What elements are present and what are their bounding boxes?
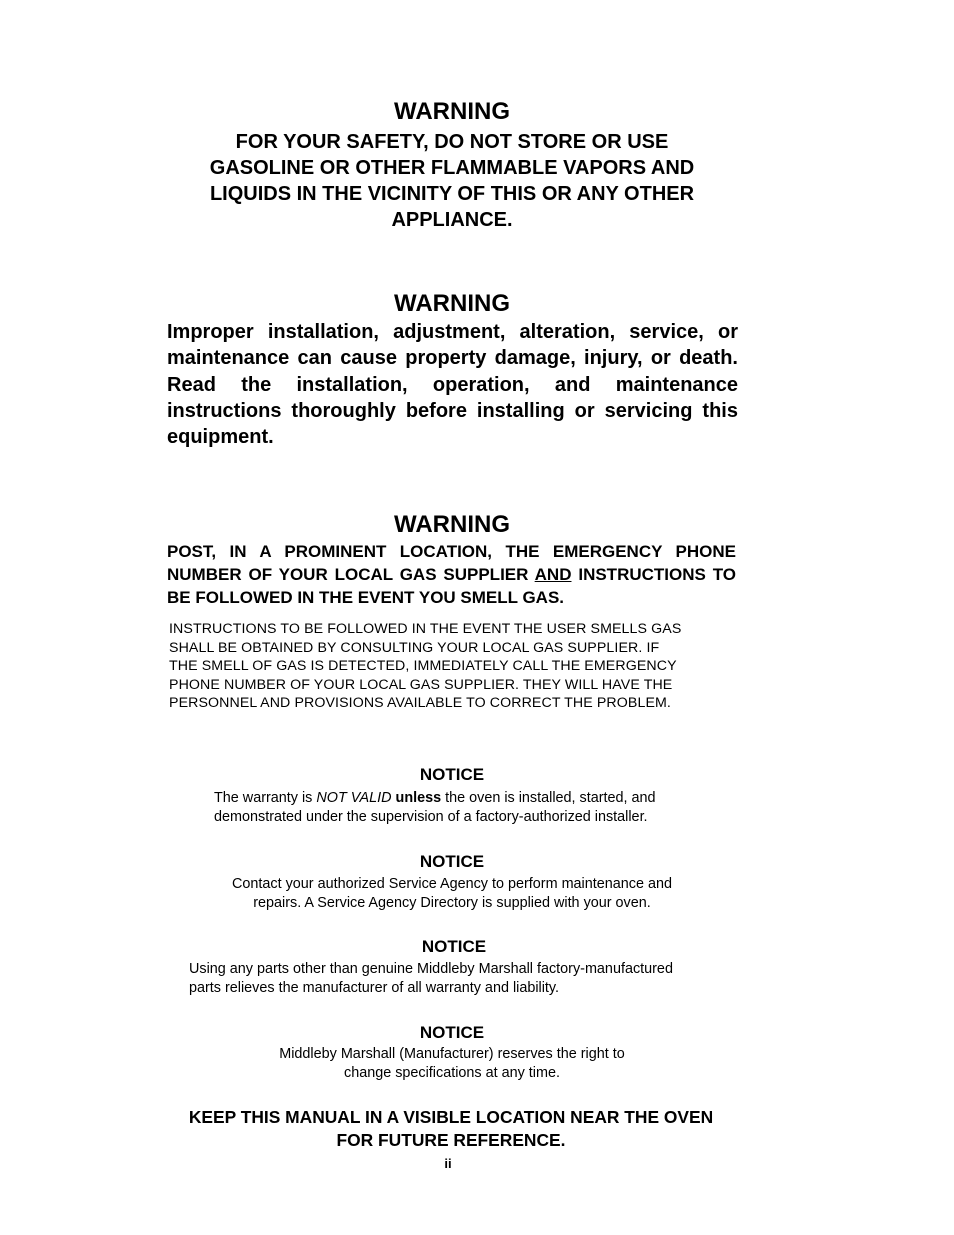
warning-3-text: INSTRUCTIONS TO BE FOLLOWED IN THE EVENT YOU SMELL GAS. [167,565,737,607]
warning-3-sub-line: THE SMELL OF GAS IS DETECTED, IMMEDIATELY CALL THE EMERGENCY [169,658,677,675]
notice-3-body [189,960,749,998]
notice-1-body [214,789,734,827]
warning-3-sub-line: PERSONNEL AND PROVISIONS AVAILABLE TO CORRECT THE PROBLEM. [169,695,671,712]
notice-3-line: Using any parts other than genuine Middleby Marshall factory-manufactured [189,961,673,977]
warning-1-line: GASOLINE OR OTHER FLAMMABLE VAPORS AND [209,157,695,179]
notice-1-line: demonstrated under the supervision of a factory-authorized installer. [214,809,648,825]
warning-3-title: WARNING [394,511,510,538]
notice-4-body [152,1045,752,1083]
warning-1-line: LIQUIDS IN THE VICINITY OF THIS OR ANY OTHER [209,183,695,205]
warning-3-text: POST, IN A PROMINENT LOCATION, THE EMERGENCY PHONE NUMBER OF YOUR LOCAL GAS SUPPLIER [167,542,736,584]
keep-manual-notice [100,1106,802,1152]
notice-1-text: the oven is installed, started, and [441,790,656,806]
warning-3-sub-line: PHONE NUMBER OF YOUR LOCAL GAS SUPPLIER. THEY WILL HAVE THE [169,676,673,693]
warning-2-body: Improper installation, adjustment, alteration, service, or maintenance can cause property damage, injury, or death. Read the installation, operation, and maintenance instructions thoroughly before installing or servicing this equipment. [167,321,738,449]
warning-1-title: WARNING [394,98,510,125]
notice-2-line: Contact your authorized Service Agency to perform maintenance and [232,876,672,892]
warning-2-title: WARNING [394,290,510,317]
keep-manual-line: FOR FUTURE REFERENCE. [336,1130,566,1150]
warning-1-body [152,129,752,233]
page-number: ii [444,1156,452,1171]
warning-3-body [167,540,736,609]
notice-3-title: NOTICE [421,937,487,956]
warning-1-line: APPLIANCE. [391,209,513,231]
warning-3-sub-line: SHALL BE OBTAINED BY CONSULTING YOUR LOCAL GAS SUPPLIER. IF [169,639,660,656]
notice-2-title: NOTICE [419,852,485,871]
notice-4-title: NOTICE [419,1023,485,1042]
warning-3-sub-line: INSTRUCTIONS TO BE FOLLOWED IN THE EVENT THE USER SMELLS GAS [169,621,682,637]
keep-manual-line: KEEP THIS MANUAL IN A VISIBLE LOCATION NEAR THE OVEN [188,1107,714,1127]
warning-3-subtext [169,620,749,713]
notice-1-bold: unless [395,790,442,806]
notice-1-line [214,789,734,808]
notice-1-text: The warranty is [214,790,317,806]
notice-1-title: NOTICE [419,765,485,784]
notice-3-line: parts relieves the manufacturer of all warranty and liability. [189,980,560,996]
notice-1-italic: NOT VALID [316,790,392,806]
warning-1-line: FOR YOUR SAFETY, DO NOT STORE OR USE [235,131,669,153]
warning-3-emphasis: AND [534,565,572,584]
notice-2-line: repairs. A Service Agency Directory is supplied with your oven. [253,895,651,911]
notice-4-line: change specifications at any time. [344,1065,560,1081]
notice-2-body [152,875,752,913]
notice-4-line: Middleby Marshall (Manufacturer) reserves the right to [279,1046,625,1062]
